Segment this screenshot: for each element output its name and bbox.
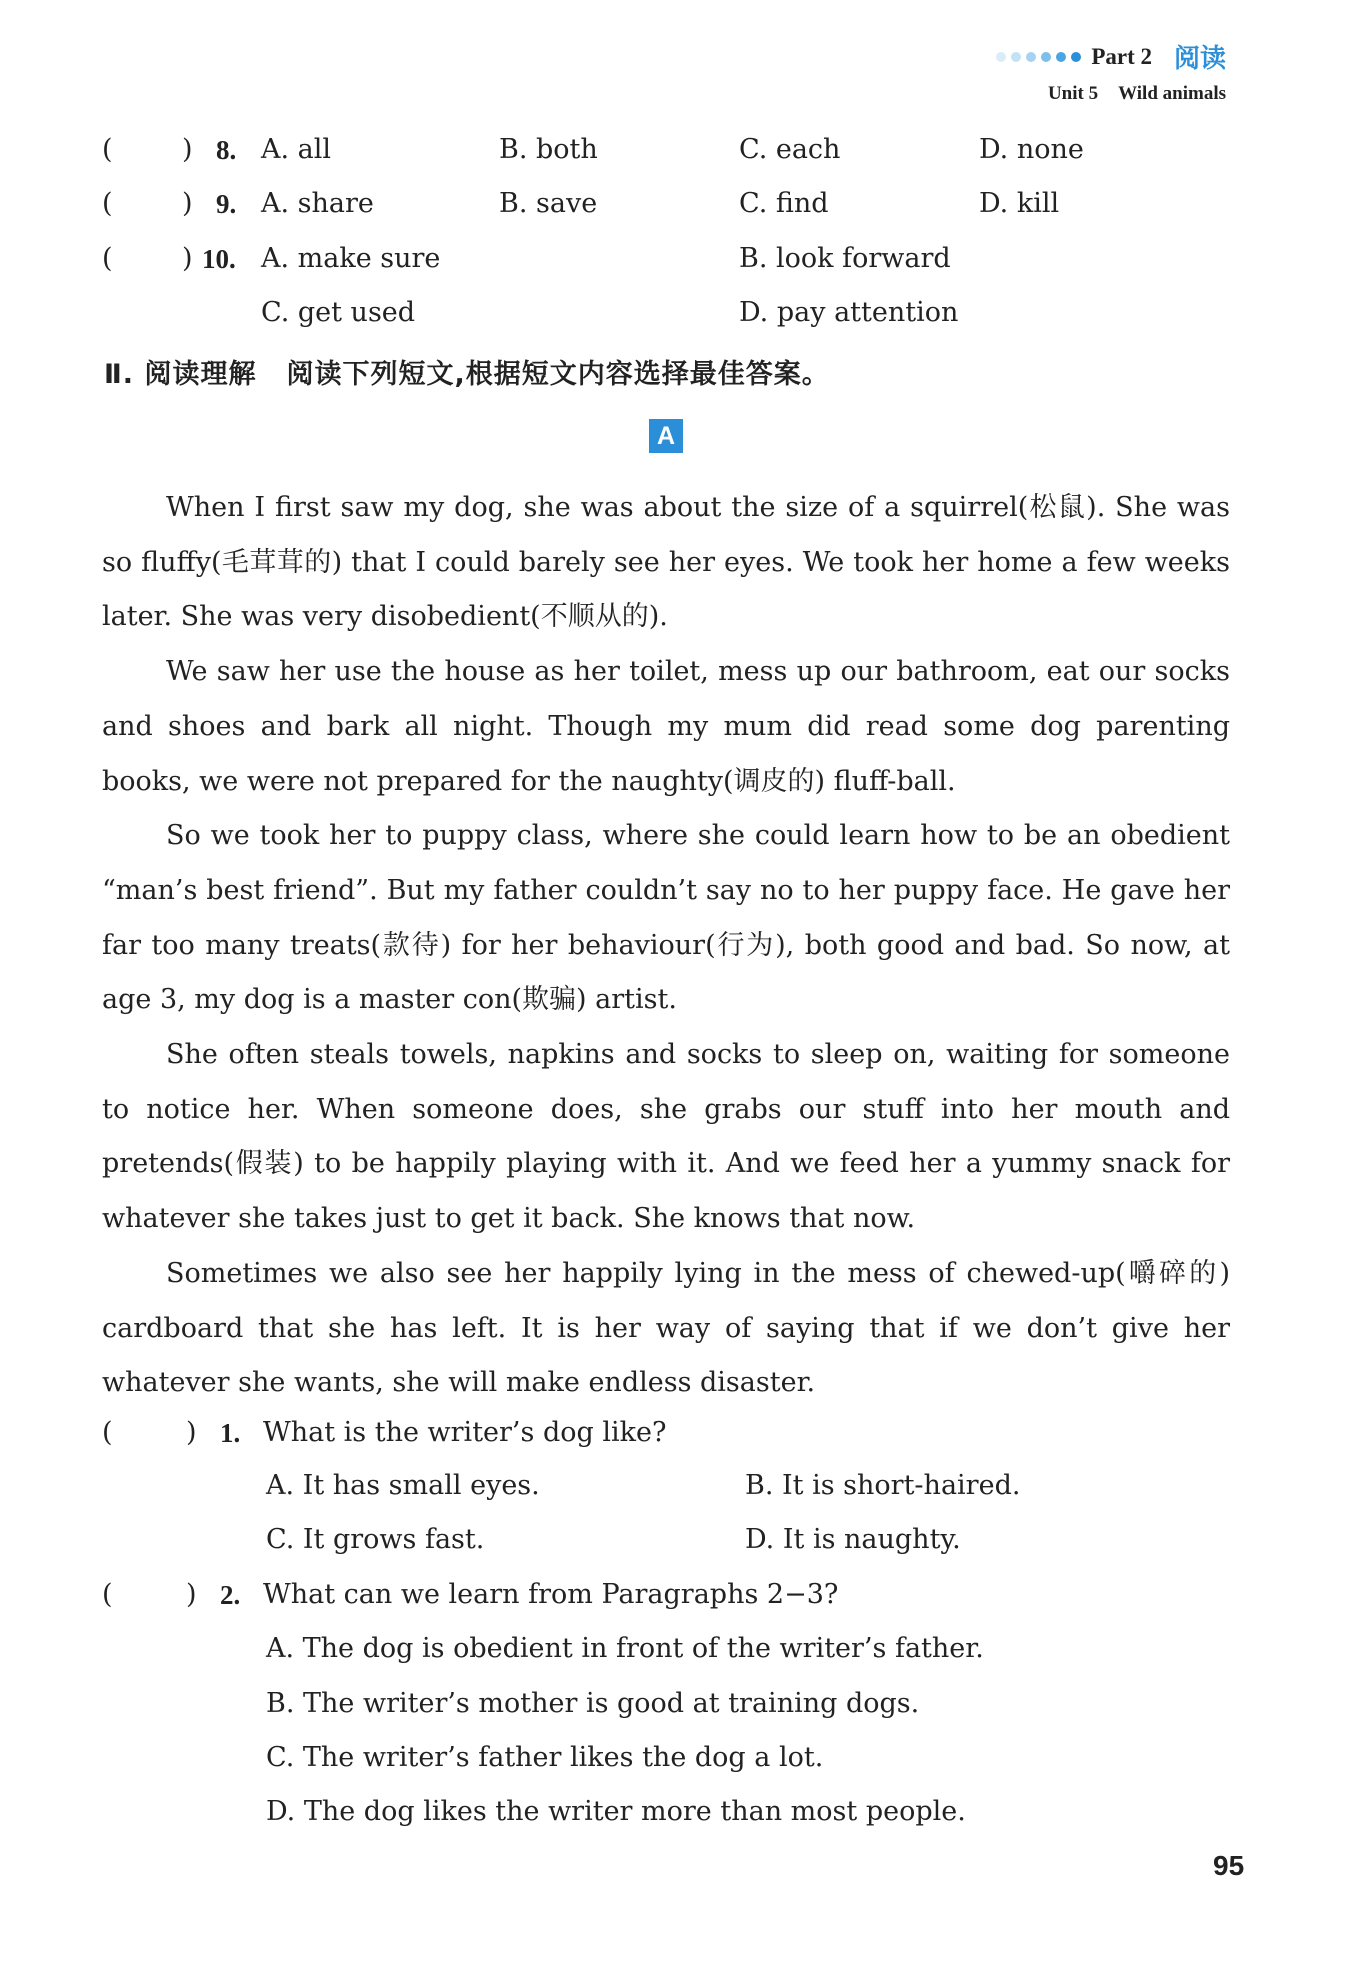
passage-paragraph: We saw her use the house as her toilet, mess up our bathroom, eat our socks and shoes and bark all night. Though my mum did read some dog parenting books, we were not prepared for the naughty(调皮的) fluff-ball. [102, 656, 1230, 797]
answer-bracket-right: ) [186, 1579, 197, 1610]
answer-option-row [0, 1792, 1350, 1832]
dot-icon [1026, 52, 1036, 62]
dot-icon [1056, 52, 1066, 62]
question-number: 8. [216, 135, 237, 165]
unit-number: Unit 5 [1047, 83, 1099, 104]
answer-bracket-left: ( [102, 134, 113, 165]
section-title: Ⅱ. 阅读理解 [104, 359, 257, 390]
passage-badge: A [649, 419, 683, 453]
cloze-question-row [0, 130, 1350, 170]
answer-bracket-left: ( [102, 243, 113, 274]
question-number: 10. [202, 244, 236, 274]
dot-icon [1041, 52, 1051, 62]
option-c: C. The writer’s father likes the dog a lot. [266, 1742, 824, 1773]
question-number: 9. [216, 189, 237, 219]
answer-option-row [0, 1629, 1350, 1669]
option-c: C. It grows fast. [266, 1524, 485, 1555]
option-a: A. make sure [261, 243, 441, 274]
answer-option-row [0, 1520, 1350, 1560]
option-d: D. none [979, 134, 1084, 165]
section-heading [104, 352, 830, 391]
answer-bracket-right: ) [182, 188, 193, 219]
option-a: A. all [261, 134, 332, 165]
answer-bracket-left: ( [102, 1417, 113, 1448]
cloze-question-row [0, 239, 1350, 279]
option-b: B. The writer’s mother is good at training dogs. [266, 1688, 920, 1719]
option-b: B. look forward [739, 243, 951, 274]
option-c: C. each [739, 134, 841, 165]
question-stem: What is the writer’s dog like? [263, 1417, 667, 1448]
answer-option-row [0, 1738, 1350, 1778]
option-b: B. both [499, 134, 598, 165]
option-d: D. pay attention [739, 297, 959, 328]
option-a: A. It has small eyes. [266, 1470, 540, 1501]
page-number: 95 [1213, 1850, 1245, 1881]
answer-bracket-right: ) [186, 1417, 197, 1448]
passage-paragraph: Sometimes we also see her happily lying in the mess of chewed-up(嚼碎的) cardboard that she has left. It is her way of saying that if we don’t give her whatever she wants, she will make endless disaster. [102, 1257, 1230, 1399]
dot-icon [1011, 52, 1021, 62]
unit-title: Wild animals [1118, 83, 1226, 104]
answer-bracket-left: ( [102, 1579, 113, 1610]
dot-icon [996, 52, 1006, 62]
cloze-question-row [0, 184, 1350, 224]
answer-bracket-right: ) [182, 243, 193, 274]
option-a: A. share [261, 188, 374, 219]
reading-question-row [0, 1413, 1350, 1453]
cloze-option-row [0, 293, 1350, 333]
option-d: D. kill [979, 188, 1060, 219]
question-number: 2. [220, 1580, 241, 1610]
question-stem: What can we learn from Paragraphs 2−3? [263, 1579, 839, 1610]
part-label: Part 2 [1091, 43, 1152, 69]
reading-question-row [0, 1575, 1350, 1615]
passage-paragraph: When I first saw my dog, she was about the size of a squirrel(松鼠). She was so fluffy(毛茸茸的) that I could barely see her eyes. We took her home a few weeks later. She was very disobedient(不顺从的). [102, 492, 1230, 633]
passage-paragraph: So we took her to puppy class, where she could learn how to be an obedient “man’s best friend”. But my father couldn’t say no to her puppy face. He gave her far too many treats(款待) for her behaviour(行为), both good and bad. So now, at age 3, my dog is a master con(欺骗) artist. [102, 820, 1230, 1016]
decorative-dots [996, 52, 1081, 62]
option-d: D. It is naughty. [745, 1524, 961, 1555]
answer-option-row [0, 1684, 1350, 1724]
reading-passage [102, 481, 1230, 1411]
option-b: B. save [499, 188, 598, 219]
answer-bracket-left: ( [102, 188, 113, 219]
part-chinese-title: 阅读 [1173, 44, 1226, 74]
section-instruction: 阅读下列短文,根据短文内容选择最佳答案。 [286, 359, 830, 390]
unit-label [996, 83, 1226, 105]
option-a: A. The dog is obedient in front of the writer’s father. [266, 1633, 984, 1664]
option-d: D. The dog likes the writer more than most people. [266, 1796, 966, 1827]
option-b: B. It is short-haired. [745, 1470, 1021, 1501]
passage-paragraph: She often steals towels, napkins and socks to sleep on, waiting for someone to notice her. When someone does, she grabs our stuff into her mouth and pretends(假装) to be happily playing with it. And we feed her a yummy snack for whatever she takes just to get it back. She knows that now. [102, 1039, 1230, 1235]
answer-bracket-right: ) [182, 134, 193, 165]
dot-icon [1071, 52, 1081, 62]
page-header [996, 38, 1226, 105]
option-c: C. get used [261, 297, 416, 328]
answer-option-row [0, 1466, 1350, 1506]
question-number: 1. [220, 1418, 241, 1448]
option-c: C. find [739, 188, 829, 219]
